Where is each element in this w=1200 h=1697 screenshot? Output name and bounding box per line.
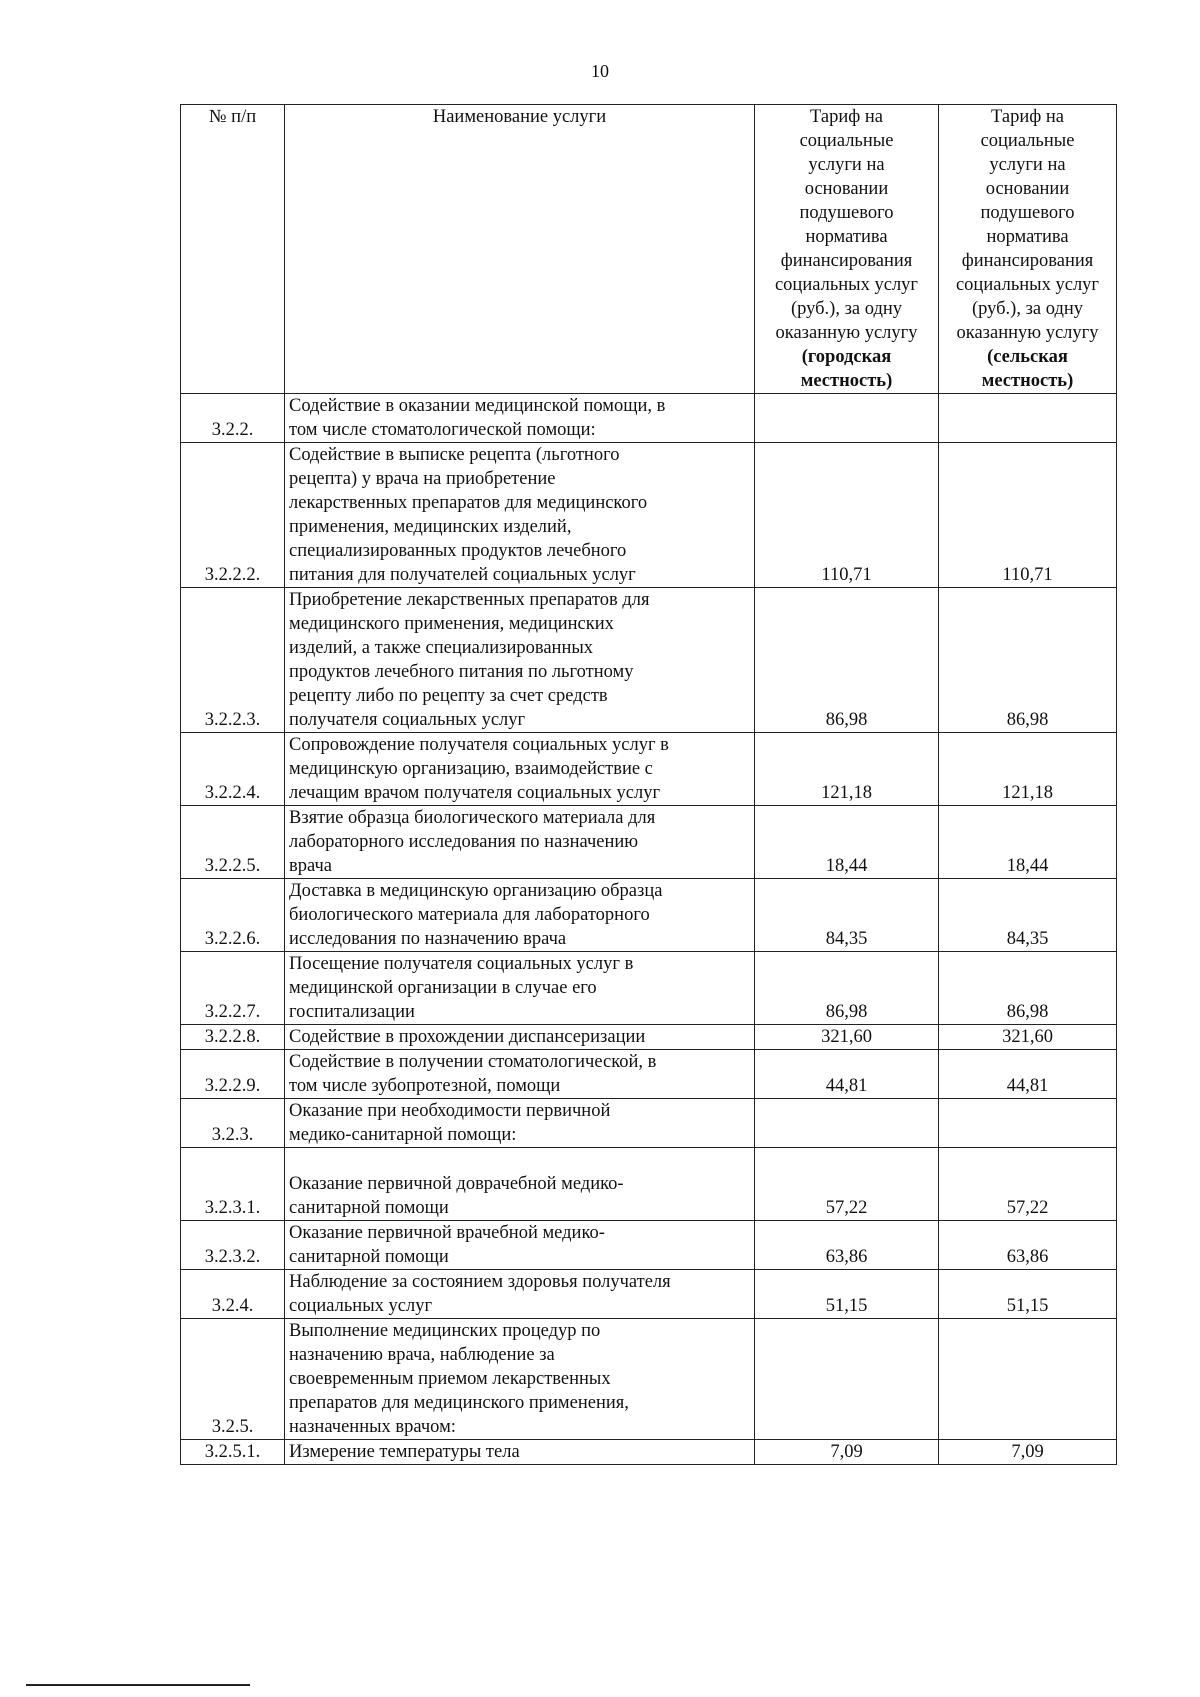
row-number: 3.2.3.: [181, 1099, 285, 1148]
service-name-line: [289, 1148, 750, 1172]
service-name-line: медицинскую организацию, взаимодействие с: [289, 759, 653, 779]
service-name-line: Оказание первичной доврачебной медико-: [289, 1174, 624, 1194]
urban-tariff-value: 57,22: [755, 1148, 939, 1221]
service-name: [285, 1440, 755, 1465]
service-name: [285, 394, 755, 443]
rural-tariff-value: 321,60: [939, 1025, 1117, 1050]
service-name: [285, 1148, 755, 1221]
service-name-line: рецепта) у врача на приобретение: [289, 469, 556, 489]
rural-tariff-value: [939, 394, 1117, 443]
service-name-line: Взятие образца биологического материала для: [289, 808, 656, 828]
urban-tariff-value: 44,81: [755, 1050, 939, 1099]
urban-tariff-value: 86,98: [755, 952, 939, 1025]
row-number: 3.2.5.1.: [181, 1440, 285, 1465]
service-name: [285, 1050, 755, 1099]
urban-tariff-value: 321,60: [755, 1025, 939, 1050]
service-name-line: питания для получателей социальных услуг: [289, 565, 636, 585]
table-row: [181, 588, 1117, 733]
service-name-line: лечащим врачом получателя социальных услуг: [289, 783, 661, 803]
urban-line: оказанную услугу: [775, 323, 918, 343]
service-name-line: медицинской организации в случае его: [289, 978, 597, 998]
rural-tariff-value: [939, 1099, 1117, 1148]
rural-line: социальные: [980, 131, 1075, 151]
row-number: 3.2.2.4.: [181, 733, 285, 806]
row-number: 3.2.5.: [181, 1319, 285, 1440]
table-row: [181, 733, 1117, 806]
table-row: [181, 952, 1117, 1025]
rural-tariff-value: 7,09: [939, 1440, 1117, 1465]
row-number: 3.2.2.2.: [181, 443, 285, 588]
rural-tariff-value: 18,44: [939, 806, 1117, 879]
service-name: [285, 1221, 755, 1270]
service-name-line: том числе зубопротезной, помощи: [289, 1076, 561, 1096]
service-name-line: лекарственных препаратов для медицинского: [289, 493, 648, 513]
row-number: 3.2.3.1.: [181, 1148, 285, 1221]
tariff-table: [180, 104, 1117, 1465]
service-name-line: назначению врача, наблюдение за: [289, 1345, 555, 1365]
rural-line: финансирования: [961, 251, 1094, 271]
rural-tariff-value: 86,98: [939, 952, 1117, 1025]
rural-line: оказанную услугу: [956, 323, 1099, 343]
urban-tariff-value: 121,18: [755, 733, 939, 806]
urban-line: подушевого: [799, 203, 894, 223]
service-name-line: Посещение получателя социальных услуг в: [289, 954, 634, 974]
row-number: 3.2.2.3.: [181, 588, 285, 733]
service-name-line: Сопровождение получателя социальных услуг в: [289, 735, 669, 755]
urban-tariff-value: [755, 1099, 939, 1148]
table-row: [181, 1270, 1117, 1319]
urban-tariff-value: 7,09: [755, 1440, 939, 1465]
table-row: [181, 443, 1117, 588]
table-row: [181, 1221, 1117, 1270]
service-name-line: медицинского применения, медицинских: [289, 614, 614, 634]
service-name: [285, 1270, 755, 1319]
service-name-line: санитарной помощи: [289, 1247, 449, 1267]
rural-tariff-value: 44,81: [939, 1050, 1117, 1099]
service-name-line: продуктов лечебного питания по льготному: [289, 662, 634, 682]
service-name-line: Содействие в оказании медицинской помощи, в: [289, 396, 666, 416]
service-name-line: Доставка в медицинскую организацию образца: [289, 881, 663, 901]
header-service-name: Наименование услуги: [285, 105, 755, 394]
service-name-line: Содействие в прохождении диспансеризации: [289, 1027, 646, 1047]
table-row: [181, 1148, 1117, 1221]
rural-line: социальных услуг: [955, 275, 1100, 295]
table-row: [181, 879, 1117, 952]
service-name-line: биологического материала для лабораторного: [289, 905, 650, 925]
urban-area-label: (городская: [801, 347, 892, 367]
service-name-line: Измерение температуры тела: [289, 1442, 520, 1462]
rural-line: Тариф на: [991, 107, 1064, 127]
service-name: [285, 733, 755, 806]
service-name-line: Содействие в выписке рецепта (льготного: [289, 445, 620, 465]
urban-line: норматива: [805, 227, 888, 247]
rural-tariff-value: [939, 1319, 1117, 1440]
service-name-line: рецепту либо по рецепту за счет средств: [289, 686, 608, 706]
row-number: 3.2.2.9.: [181, 1050, 285, 1099]
urban-line: Тариф на: [810, 107, 883, 127]
service-name-line: применения, медицинских изделий,: [289, 517, 572, 537]
service-name-line: госпитализации: [289, 1002, 415, 1022]
service-name: [285, 443, 755, 588]
service-name-line: медико-санитарной помощи:: [289, 1125, 517, 1145]
header-number: № п/п: [181, 105, 285, 394]
header-urban-tariff: [755, 105, 939, 394]
urban-tariff-value: 86,98: [755, 588, 939, 733]
rural-tariff-value: 51,15: [939, 1270, 1117, 1319]
urban-line: основании: [804, 179, 889, 199]
row-number: 3.2.4.: [181, 1270, 285, 1319]
service-name-line: санитарной помощи: [289, 1198, 449, 1218]
row-number: 3.2.2.5.: [181, 806, 285, 879]
rural-tariff-value: 121,18: [939, 733, 1117, 806]
service-name-line: врача: [289, 856, 332, 876]
rural-tariff-value: 84,35: [939, 879, 1117, 952]
rural-area-label: местность): [981, 371, 1074, 391]
rural-line: услуги на: [989, 155, 1066, 175]
service-name-line: Приобретение лекарственных препаратов для: [289, 590, 650, 610]
table-row: [181, 1099, 1117, 1148]
row-number: 3.2.2.: [181, 394, 285, 443]
urban-tariff-value: [755, 1319, 939, 1440]
service-name: [285, 1025, 755, 1050]
urban-area-label: местность): [800, 371, 893, 391]
urban-line: социальных услуг: [774, 275, 919, 295]
table-row: [181, 1050, 1117, 1099]
row-number: 3.2.2.7.: [181, 952, 285, 1025]
rural-line: основании: [985, 179, 1070, 199]
rural-area-label: (сельская: [987, 347, 1068, 367]
service-name-line: Оказание при необходимости первичной: [289, 1101, 611, 1121]
table-row: [181, 1025, 1117, 1050]
service-name-line: исследования по назначению врача: [289, 929, 567, 949]
service-name-line: препаратов для медицинского применения,: [289, 1393, 629, 1413]
page-number: 10: [591, 61, 609, 81]
service-name-line: получателя социальных услуг: [289, 710, 526, 730]
urban-tariff-value: 84,35: [755, 879, 939, 952]
rural-tariff-value: 86,98: [939, 588, 1117, 733]
row-number: 3.2.3.2.: [181, 1221, 285, 1270]
rural-tariff-value: 57,22: [939, 1148, 1117, 1221]
table-body: [181, 394, 1117, 1465]
urban-tariff-value: 51,15: [755, 1270, 939, 1319]
service-name-line: Содействие в получении стоматологической, в: [289, 1052, 657, 1072]
service-name-line: социальных услуг: [289, 1296, 433, 1316]
table-row: [181, 394, 1117, 443]
service-name-line: лабораторного исследования по назначению: [289, 832, 639, 852]
table-header-row: [181, 105, 1117, 394]
service-name: [285, 588, 755, 733]
urban-line: (руб.), за одну: [790, 299, 903, 319]
service-name-line: изделий, а также специализированных: [289, 638, 594, 658]
rural-tariff-value: 110,71: [939, 443, 1117, 588]
service-name: [285, 879, 755, 952]
urban-line: услуги на: [808, 155, 885, 175]
footnote-divider: [26, 1684, 250, 1686]
service-name-line: том числе стоматологической помощи:: [289, 420, 596, 440]
row-number: 3.2.2.6.: [181, 879, 285, 952]
urban-tariff-value: 63,86: [755, 1221, 939, 1270]
service-name-line: Выполнение медицинских процедур по: [289, 1321, 601, 1341]
urban-tariff-value: 110,71: [755, 443, 939, 588]
service-name: [285, 1319, 755, 1440]
service-name: [285, 952, 755, 1025]
table-row: [181, 1440, 1117, 1465]
rural-line: норматива: [986, 227, 1069, 247]
rural-line: (руб.), за одну: [971, 299, 1084, 319]
service-name-line: своевременным приемом лекарственных: [289, 1369, 611, 1389]
rural-line: подушевого: [980, 203, 1075, 223]
header-rural-tariff: [939, 105, 1117, 394]
service-name-line: назначенных врачом:: [289, 1417, 456, 1437]
urban-line: финансирования: [780, 251, 913, 271]
service-name: [285, 806, 755, 879]
table-row: [181, 1319, 1117, 1440]
service-name: [285, 1099, 755, 1148]
urban-tariff-value: [755, 394, 939, 443]
service-name-line: специализированных продуктов лечебного: [289, 541, 627, 561]
rural-tariff-value: 63,86: [939, 1221, 1117, 1270]
service-name-line: Наблюдение за состоянием здоровья получателя: [289, 1272, 671, 1292]
row-number: 3.2.2.8.: [181, 1025, 285, 1050]
service-name-line: Оказание первичной врачебной медико-: [289, 1223, 605, 1243]
urban-tariff-value: 18,44: [755, 806, 939, 879]
table-row: [181, 806, 1117, 879]
urban-line: социальные: [799, 131, 894, 151]
